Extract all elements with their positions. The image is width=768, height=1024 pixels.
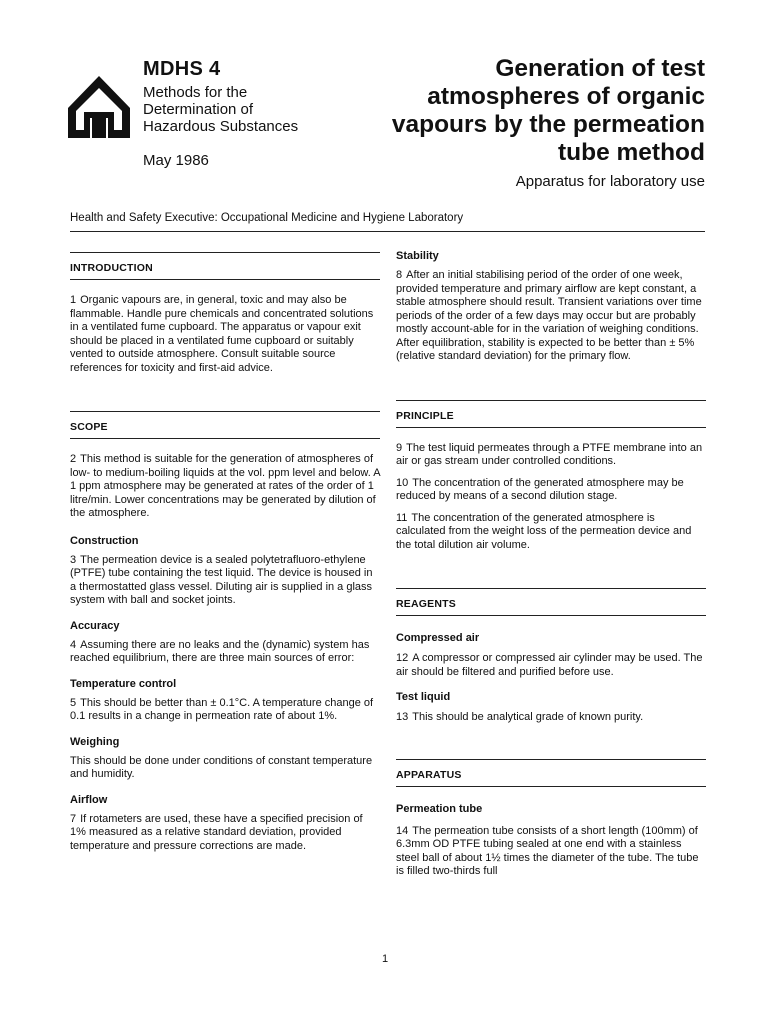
right-column <box>396 250 706 879</box>
subheading-weighing: Weighing <box>70 735 120 748</box>
paragraph-1: 1 Organic vapours are, in general, toxic and may also be flammable. Handle pure chemicals and concentrated solutions in a ventilated fume cupboard. The apparatus or vapour exit should be placed in a ventilated fume cupboard or suitably vented to outside atmosphere. Consult suitable source references for toxicity and first-aid advice. <box>70 294 374 374</box>
subheading-accuracy: Accuracy <box>70 619 120 632</box>
subheading-construction: Construction <box>70 534 139 547</box>
title-line: tube method <box>558 139 705 166</box>
section-heading-scope: SCOPE <box>70 411 380 439</box>
subheading-airflow: Airflow <box>70 793 108 806</box>
subheading-permeation-tube: Permeation tube <box>396 802 483 815</box>
left-column <box>70 250 380 853</box>
series-line: Methods for the <box>143 84 248 101</box>
page-number: 1 <box>382 953 389 965</box>
document-subtitle: Apparatus for laboratory use <box>515 173 705 190</box>
subheading-compressed-air: Compressed air <box>396 632 480 644</box>
paragraph-3: 3 The permeation device is a sealed polytetrafluoro-ethylene (PTFE) tube containing the test liquid. The device is housed in a thermostatted glass vessel. Diluting air is supplied in a glass system with ball and socket joints. <box>70 553 373 606</box>
paragraph-9: 9 The test liquid permeates through a PTFE membrane into an air or gas stream under controlled conditions. <box>396 441 703 467</box>
paragraph-6: This should be done under conditions of constant temperature and humidity. <box>70 754 373 780</box>
header-divider <box>70 231 705 232</box>
hse-logo-icon <box>66 74 132 140</box>
subheading-temperature-control: Temperature control <box>70 677 177 690</box>
paragraph-7: 7 If rotameters are used, these have a specified precision of 1% measured as a relative standard deviation, provided temperature and pressure corrections are made. <box>70 812 363 852</box>
subheading-test-liquid: Test liquid <box>396 691 451 703</box>
paragraph-14: 14 The permeation tube consists of a short length (100mm) of 6.3mm OD PTFE tubing sealed at one end with a stainless steel ball of about 1½ times the diameter of the tube. The tube is filled two-thirds full <box>396 824 699 877</box>
title-line: Generation of test <box>495 55 705 82</box>
paragraph-13: 13 This should be analytical grade of known purity. <box>396 711 644 723</box>
paragraph-5: 5 This should be better than ± 0.1°C. A temperature change of 0.1 results in a change in permeation rate of about 1%. <box>70 696 374 722</box>
paragraph-2: 2 This method is suitable for the generation of atmospheres of low- to medium-boiling liquids at the vol. ppm level and below. A 1 ppm atmosphere may be generated at rates of the order of 1 litre/min. Lower concentrations may be generated by dilution of the atmosphere. <box>70 453 381 519</box>
document-code: MDHS 4 <box>143 58 221 80</box>
title-line: atmospheres of organic <box>427 83 705 110</box>
series-line: Determination of <box>143 101 254 118</box>
subheading-stability: Stability <box>396 250 439 262</box>
organisation-line: Health and Safety Executive: Occupational Medicine and Hygiene Laboratory <box>70 212 464 224</box>
series-line: Hazardous Substances <box>143 118 299 135</box>
title-line: vapours by the permeation <box>391 111 705 138</box>
section-heading-principle: PRINCIPLE <box>396 400 706 428</box>
paragraph-11: 11 The concentration of the generated atmosphere is calculated from the weight loss of the permeation device and the total dilution air volume. <box>396 511 692 551</box>
paragraph-8: 8 After an initial stabilising period of the order of one week, provided temperature and primary airflow are kept constant, a stable atmosphere should result. Transient variations over time periods of the order of a few days may occur but are probably mostly account-able for in the variation of weighing conditions. After equilibration, stability is expected to be better than ± 5% (relative standard deviation) for the primary flow. <box>396 269 702 362</box>
paragraph-10: 10 The concentration of the generated atmosphere may be reduced by means of a second dilution stage. <box>396 476 684 502</box>
paragraph-12: 12 A compressor or compressed air cylinder may be used. The air should be filtered and purified before use. <box>396 652 703 678</box>
paragraph-4: 4 Assuming there are no leaks and the (dynamic) system has reached equilibrium, there are three main sources of error: <box>70 638 370 664</box>
section-heading-apparatus: APPARATUS <box>396 759 706 787</box>
section-heading-introduction: INTRODUCTION <box>70 252 380 280</box>
section-heading-reagents: REAGENTS <box>396 588 706 616</box>
publication-date: May 1986 <box>143 152 209 169</box>
document-title <box>285 55 705 167</box>
series-title <box>143 84 298 135</box>
